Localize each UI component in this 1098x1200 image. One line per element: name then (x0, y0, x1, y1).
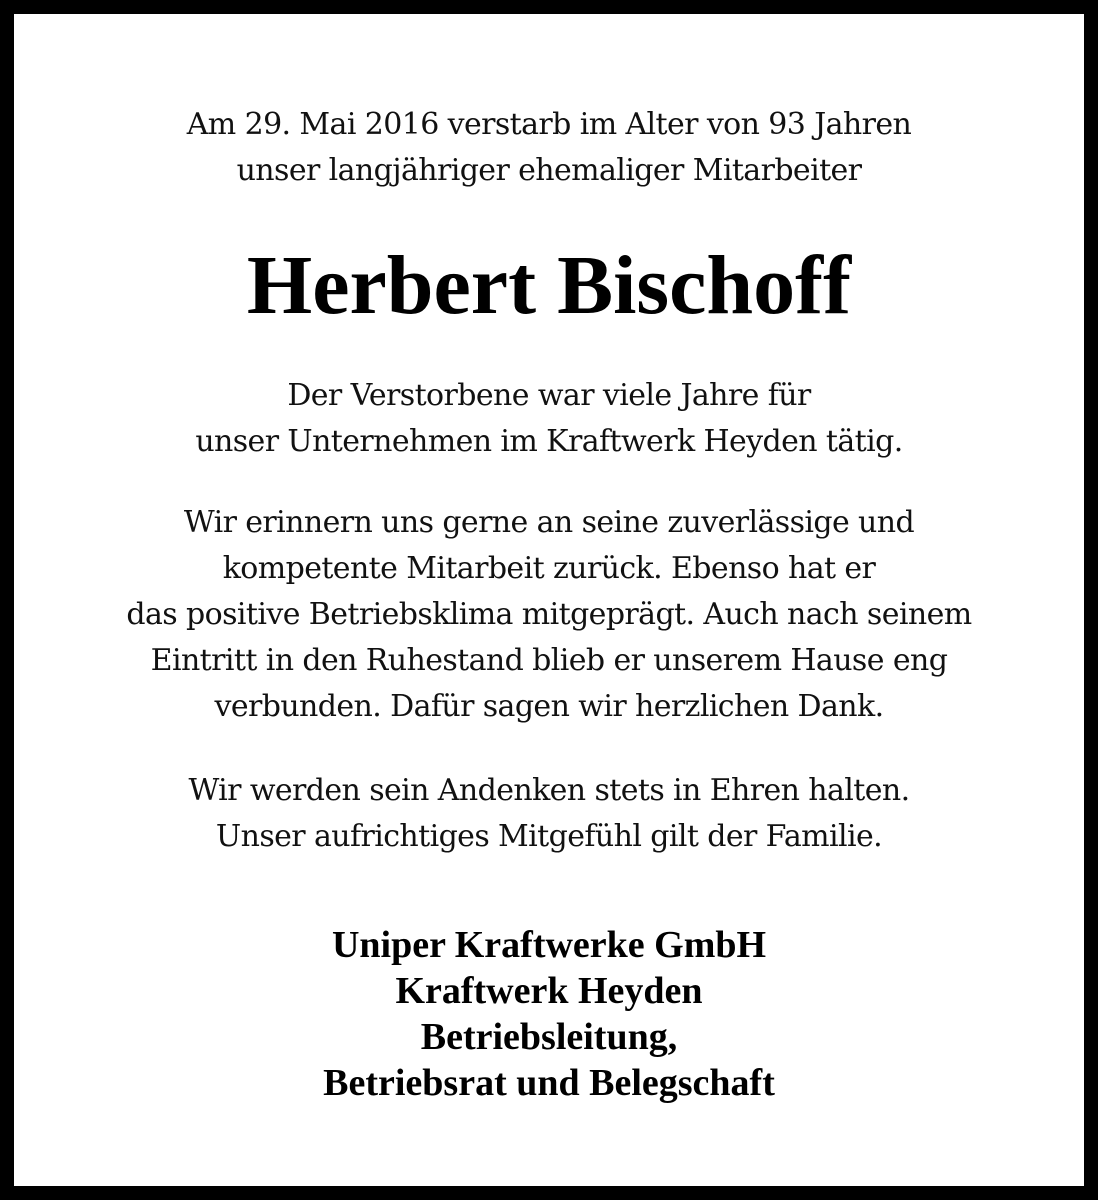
paragraph-condolence (28, 768, 1070, 860)
intro-line: unser langjähriger ehemaliger Mitarbeiter (236, 153, 862, 188)
signature-line: Kraftwerk Heyden (395, 970, 703, 1012)
paragraph-line: unser Unternehmen im Kraftwerk Heyden tätig. (195, 424, 903, 459)
signature-block (28, 922, 1070, 1106)
paragraph-remembrance (28, 500, 1070, 730)
deceased-name: Herbert Bischoff (246, 239, 852, 332)
paragraph-employment (28, 373, 1070, 465)
intro-line: Am 29. Mai 2016 verstarb im Alter von 93 Jahren (186, 107, 912, 142)
paragraph-line: Wir werden sein Andenken stets in Ehren halten. (188, 773, 910, 808)
signature-line: Betriebsrat und Belegschaft (323, 1062, 775, 1104)
signature-line: Betriebsleitung, (420, 1016, 678, 1058)
paragraph-line: Wir erinnern uns gerne an seine zuverlässige und (183, 505, 915, 540)
paragraph-line: kompetente Mitarbeit zurück. Ebenso hat er (222, 551, 876, 586)
paragraph-line: Der Verstorbene war viele Jahre für (287, 378, 811, 413)
paragraph-line: Unser aufrichtiges Mitgefühl gilt der Familie. (215, 819, 883, 854)
signature-line: Uniper Kraftwerke GmbH (331, 924, 767, 966)
paragraph-line: Eintritt in den Ruhestand blieb er unserem Hause eng (150, 643, 948, 678)
intro-text (28, 102, 1070, 194)
paragraph-line: verbunden. Dafür sagen wir herzlichen Dank. (214, 689, 884, 724)
paragraph-line: das positive Betriebsklima mitgeprägt. Auch nach seinem (126, 597, 972, 632)
